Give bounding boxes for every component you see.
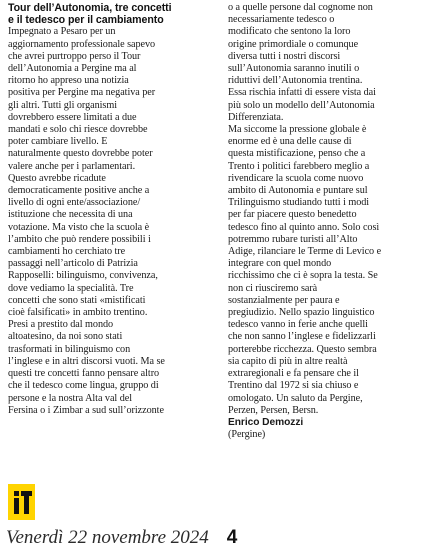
- article-body-right: o a quelle persone dal cognome non necessariamente tedesco o modificato che sentono la loro origine primordiale o comunque diversa tutti i nostri discorsi sull’Autonomia saranno inutili o riduttivi dell’Autonomia trentina. Essa rischia infatti di essere vista dai più solo un modello dell’Autonomia Differenziata. Ma siccome la pressione globale è enorme ed è una delle cause di questa mistificazione, penso che a Trento i politici farebbero meglio a rivendicare la scuola come nuovo ambito di Autonomia e puntare sul Trilinguismo studiando tutti i modi per far piacere questo benedetto tedesco fino al quinto anno. Solo così potremmo rubare turisti all’Alto Adige, rilanciare le Terme di Levico e integrare con quel mondo ricchissimo che ci è sopra la testa. Se non ci riusciremo sarà sostanzialmente per paura e pregiudizio. Nello spazio linguistico tedesco vanno in ferie anche quelli che non sanno l’inglese e fidelizzarli porterebbe ricchezza. Questo sembra sia capito di più in altre realtà extraregionali e fa pensare che il Trentino dal 1972 si sia chiuso e omologato. Un saluto da Pergine, Perzen, Persen, Bersn.: [228, 2, 382, 416]
- article-left-column: [8, 2, 211, 417]
- logo-i-dot: [14, 491, 19, 496]
- author-signature: Enrico Demozzi: [228, 416, 304, 428]
- logo-t-stem: [24, 491, 29, 514]
- page-number: 4: [226, 527, 238, 548]
- page-footer: [6, 527, 237, 549]
- article-body-left: Impegnato a Pesaro per un aggiornamento professionale sapevo che avrei purtroppo perso il Tour dell’Autonomia a Pergine ma al ritorno ho appreso una notizia positiva per Pergine ma negativa per gli altri. Tutti gli organismi dovrebbero essere limitati a due mandati e solo chi riesce dovrebbe poter cambiare livello. E naturalmente questo dovrebbe poter valere anche per i parlamentari. Questo avrebbe ricadute democraticamente positive anche a livello di ogni ente/associazione/ istituzione che necessita di una votazione. Ma visto che la scuola è l’ambito che può rendere possibili i cambiamenti ho cerchiato tre passaggi nell’articolo di Patrizia Rapposelli: bilinguismo, convivenza, dove vediamo la specialità. Tre concetti che sono stati «mistificati cioè falsificati» in ambito trentino. Presi a prestito dal mondo altoatesino, da noi sono stati trasformati in bilinguismo con l’inglese e in altri discorsi vuoti. Ma se questi tre concetti fanno pensare altro che il tedesco come lingua, gruppo di persone e la nostra Alta val del Fersina o i Zimbar a sud sull’orizzonte: [8, 26, 165, 416]
- footer-date: Venerdì 22 novembre 2024: [6, 527, 209, 548]
- il-t-logo-icon: [8, 484, 35, 520]
- logo-i-stem: [14, 498, 19, 514]
- author-location: (Pergine): [228, 429, 266, 441]
- article-headline: Tour dell’Autonomia, tre concetti e il tedesco per il cambiamento: [8, 2, 172, 27]
- article-right-column: [228, 2, 436, 441]
